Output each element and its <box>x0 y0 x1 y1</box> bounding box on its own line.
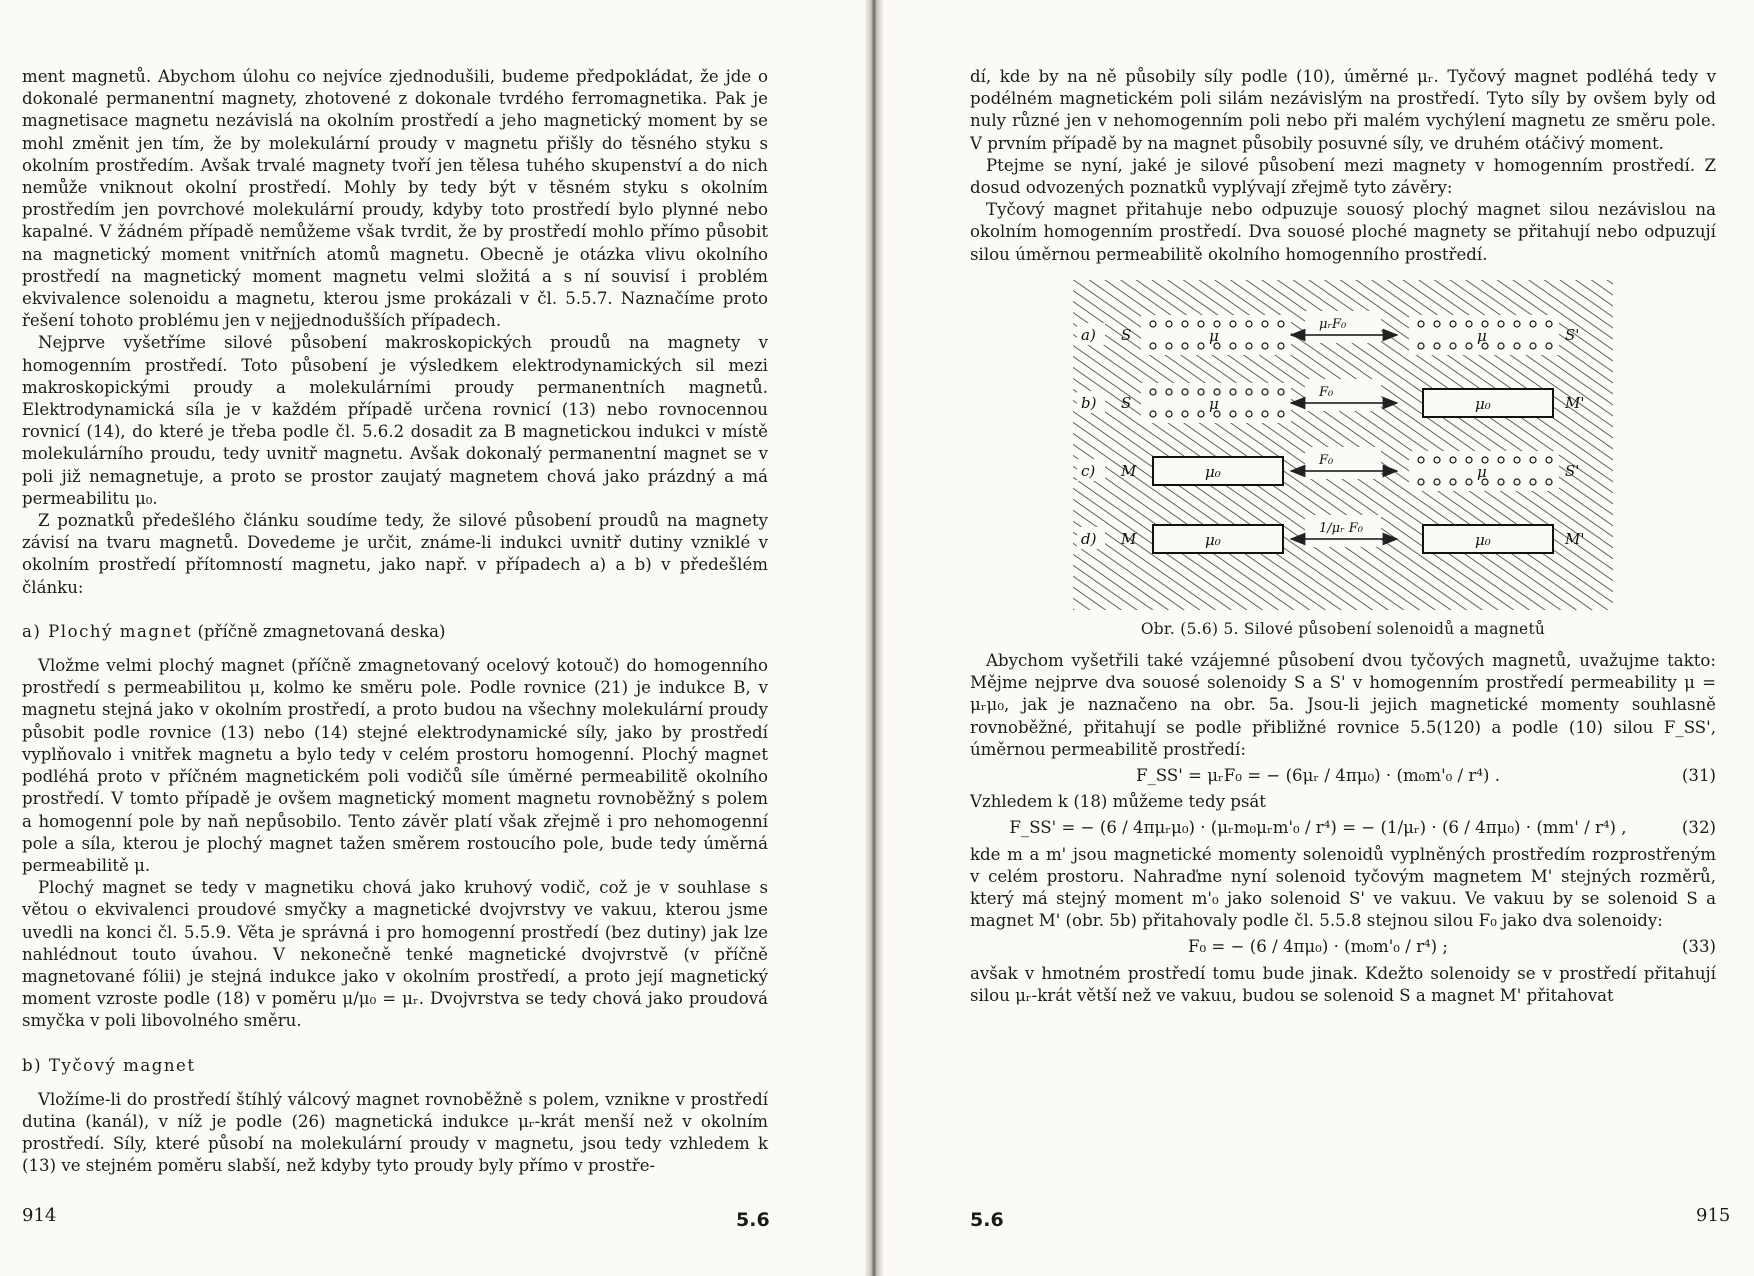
right-solenoid-turn-bottom <box>1434 343 1440 349</box>
right-solenoid-turn-bottom <box>1498 479 1504 485</box>
left-solenoid-turn-top <box>1198 321 1204 327</box>
right-solenoid-turn-bottom <box>1498 343 1504 349</box>
right-solenoid-turn-bottom <box>1546 343 1552 349</box>
right-solenoid-turn-bottom <box>1466 343 1472 349</box>
right-solenoid-turn-bottom <box>1546 479 1552 485</box>
left-solenoid-turn-bottom <box>1182 343 1188 349</box>
equation-body: F_SS' = − (6 / 4πμᵣμ₀) · (μᵣm₀μᵣm'₀ / r⁴) = − (1/μᵣ) · (6 / 4πμ₀) · (mm' / r⁴) , <box>1009 818 1627 838</box>
force-label: 1/μᵣ F₀ <box>1319 520 1363 536</box>
paragraph: Tyčový magnet přitahuje nebo odpuzuje souosý plochý magnet silou nezávislou na okolním homogenním prostředí. Dva souosé ploché magnety se přitahují nebo odpuzují silou úměrnou permeabilitě okolního homogenního prostředí. <box>970 200 1716 264</box>
left-solenoid-turn-top <box>1182 389 1188 395</box>
right-magnet-permeability: μ₀ <box>1475 530 1491 549</box>
heading-note: (příčně zmagnetovaná deska) <box>197 621 446 641</box>
equation-32 <box>970 817 1716 839</box>
right-solenoid-turn-top <box>1514 321 1520 327</box>
right-solenoid-turn-bottom <box>1514 479 1520 485</box>
equation-number: (31) <box>1681 766 1716 786</box>
right-solenoid-turn-top <box>1530 457 1536 463</box>
heading-label: b) Tyčový magnet <box>22 1055 196 1075</box>
left-solenoid-turn-top <box>1278 389 1284 395</box>
left-solenoid-turn-bottom <box>1230 343 1236 349</box>
paragraph: ment magnetů. Abychom úlohu co nejvíce zjednodušili, budeme předpokládat, že jde o dokonalé permanentní magnety, zhotovené z dokonale tvrdého ferromagnetika. Pak je magnetisace magnetu nezávislá na okolním prostředí a jeho magnetický moment by se mohl změnit jen tím, že by molekulární proudy v magnetu přišly do těsného styku s okolním prostředím. Avšak trvalé magnety tvoří jen tělesa tuhého skupenství a do nich nemůže vniknout okolní prostředí. Mohly by tedy být v těsném styku s okolním prostředím jen povrchové molekulární proudy, kdyby toto prostředí bylo plynné nebo kapalné. V žádném případě nemůžeme však tvrdit, že by prostředí mohlo přímo působit na magnetický moment vnitřních atomů magnetu. Obecně je otázka vlivu okolního prostředí na magnetický moment magnetu velmi složitá a s ní souvisí i problém ekvivalence solenoidu a magnetu, kterou jsme prokázali v čl. 5.5.7. Naznačíme proto řešení tohoto problému jen v nejjednodušších případech. <box>22 67 768 331</box>
right-solenoid-turn-bottom <box>1434 479 1440 485</box>
figure-drawing <box>1073 280 1613 610</box>
right-solenoid-turn-top <box>1450 457 1456 463</box>
right-element-label: M' <box>1565 393 1585 412</box>
right-solenoid-turn-top <box>1530 321 1536 327</box>
equation-33 <box>970 936 1716 958</box>
right-solenoid-turn-bottom <box>1466 479 1472 485</box>
row-label: a) <box>1081 325 1096 344</box>
equation-body: F₀ = − (6 / 4πμ₀) · (m₀m'₀ / r⁴) ; <box>1187 937 1449 957</box>
left-solenoid-turn-bottom <box>1166 411 1172 417</box>
force-label: μᵣF₀ <box>1319 316 1347 332</box>
left-solenoid-turn-bottom <box>1198 343 1204 349</box>
left-solenoid-turn-top <box>1230 389 1236 395</box>
right-text-column <box>970 66 1716 1007</box>
right-solenoid-turn-top <box>1514 457 1520 463</box>
left-element-label: S <box>1121 393 1132 412</box>
row-label: c) <box>1081 461 1096 480</box>
force-label: F₀ <box>1319 452 1334 468</box>
paragraph: avšak v hmotném prostředí tomu bude jinak. Kdežto solenoidy se v prostředí přitahují silou μᵣ-krát větší než ve vakuu, budou se solenoid S a magnet M' přitahovat <box>970 963 1716 1005</box>
right-element-label: S' <box>1565 325 1580 344</box>
paragraph: Plochý magnet se tedy v magnetiku chová jako kruhový vodič, což je v souhlase s větou o ekvivalenci proudové smyčky a magnetické dvojvrstvy ve vakuu, kterou jsme uvedli na konci čl. 5.5.9. Věta je správná i pro homogenní prostředí (bez dutiny) jak lze nahlédnout touto úvahou. V nekonečně tenké magnetické dvojvrstvě (v příčně magnetované fólii) je stejná indukce jako v okolním prostředí, a proto její magnetický moment vzroste podle (18) v poměru μ/μ₀ = μᵣ. Dvojvrstva se tedy chová jako proudová smyčka v poli libovolného směru. <box>22 878 768 1031</box>
right-solenoid-turn-bottom <box>1530 343 1536 349</box>
left-solenoid-turn-top <box>1246 321 1252 327</box>
left-solenoid-permeability: μ <box>1209 326 1219 345</box>
paragraph: Vložíme-li do prostředí štíhlý válcový magnet rovnoběžně s polem, vznikne v prostředí dutina (kanál), v níž je podle (26) magnetická indukce μᵣ-krát menší než v okolním prostředí. Síly, které působí na molekulární proudy v magnetu, jsou tedy vzhledem k (13) ve stejném poměru slabší, než kdyby tyto proudy byly přímo v prostře- <box>22 1089 768 1176</box>
equation-body: F_SS' = μᵣF₀ = − (6μᵣ / 4πμ₀) · (m₀m'₀ / r⁴) . <box>1135 766 1501 786</box>
left-solenoid-turn-bottom <box>1230 411 1236 417</box>
left-solenoid-turn-top <box>1150 389 1156 395</box>
left-solenoid-turn-bottom <box>1278 343 1284 349</box>
left-solenoid-turn-bottom <box>1150 343 1156 349</box>
right-solenoid-turn-top <box>1418 321 1424 327</box>
section-number-right: 5.6 <box>970 1209 1004 1231</box>
section-number-left: 5.6 <box>736 1209 770 1231</box>
left-solenoid-turn-top <box>1166 389 1172 395</box>
equation-number: (32) <box>1681 818 1716 838</box>
right-solenoid-turn-bottom <box>1450 343 1456 349</box>
left-solenoid-turn-bottom <box>1246 411 1252 417</box>
right-solenoid-turn-top <box>1434 321 1440 327</box>
left-element-label: M <box>1121 461 1137 480</box>
right-solenoid-turn-bottom <box>1514 343 1520 349</box>
right-magnet-permeability: μ₀ <box>1475 394 1491 413</box>
left-solenoid-turn-top <box>1150 321 1156 327</box>
right-solenoid-turn-bottom <box>1418 343 1424 349</box>
right-solenoid-turn-bottom <box>1530 479 1536 485</box>
right-solenoid-turn-top <box>1434 457 1440 463</box>
right-solenoid-permeability: μ <box>1477 462 1487 481</box>
paragraph: Abychom vyšetřili také vzájemné působení dvou tyčových magnetů, uvažujme takto: Mějme nejprve dva souosé solenoidy S a S' v homogenním prostředí permeability μ = μᵣμ₀, jak je naznačeno na obr. 5a. Jsou-li jejich magnetické momenty souhlasně rovnoběžné, přitahují se podle přibližné rovnice 5.5(120) a podle (10) silou F_SS', úměrnou permeabilitě prostředí: <box>970 651 1716 759</box>
paragraph: Ptejme se nyní, jaké je silové působení mezi magnety v homogenním prostředí. Z dosud odvozených poznatků vyplývají zřejmě tyto závěry: <box>970 155 1716 198</box>
left-solenoid-turn-top <box>1246 389 1252 395</box>
paragraph: dí, kde by na ně působily síly podle (10), úměrné μᵣ. Tyčový magnet podléhá tedy v podélném magnetickém poli silám nezávislým na prostředí. Tyto síly by ovšem byly od nuly různé jen v nehomogenním poli nebo při malém vychýlení magnetu ze směru pole. V prvním případě by na magnet působily posuvné síly, ve druhém otáčivý moment. <box>970 67 1716 153</box>
paragraph: Vzhledem k (18) můžeme tedy psát <box>970 792 1266 812</box>
section-heading-b <box>22 1055 768 1077</box>
paragraph: Nejprve vyšetříme silové působení makroskopických proudů na magnety v homogenním prostředí. Toto působení je výsledkem elektrodynamických sil mezi makroskopickými proudy a molekulárními proudy permanentních magnetů. Elektrodynamická síla je v každém případě určena rovnicí (13) nebo rovnocennou rovnicí (14), do které je třeba podle čl. 5.6.2 dosadit za B magnetickou indukci v místě molekulárního proudu, tedy uvnitř magnetu. Avšak dokonalý permanentní magnet se v poli již nemagnetuje, a proto se prostor zaujatý magnetem chová jako prázdný a má permeabilitu μ₀. <box>22 333 768 508</box>
left-element-label: S <box>1121 325 1132 344</box>
right-solenoid-turn-top <box>1546 321 1552 327</box>
heading-label: a) Plochý magnet <box>22 621 193 641</box>
section-heading-a <box>22 621 768 643</box>
left-solenoid-turn-bottom <box>1278 411 1284 417</box>
left-solenoid-turn-bottom <box>1262 343 1268 349</box>
book-gutter <box>864 0 884 1276</box>
right-solenoid-turn-top <box>1466 457 1472 463</box>
right-solenoid-turn-top <box>1546 457 1552 463</box>
force-label: F₀ <box>1319 384 1334 400</box>
row-label: b) <box>1081 393 1097 412</box>
left-solenoid-turn-bottom <box>1150 411 1156 417</box>
force-label-bg <box>1305 447 1381 479</box>
left-solenoid-turn-bottom <box>1182 411 1188 417</box>
row-label: d) <box>1081 529 1097 548</box>
right-solenoid-turn-top <box>1498 321 1504 327</box>
left-solenoid-turn-top <box>1182 321 1188 327</box>
left-solenoid-turn-bottom <box>1262 411 1268 417</box>
right-solenoid-turn-top <box>1418 457 1424 463</box>
paragraph: kde m a m' jsou magnetické momenty solenoidů vyplněných prostředím rozprostřeným v celém prostoru. Nahraďme nyní solenoid tyčovým magnetem M' stejných rozměrů, který má stejný moment m'₀ jako solenoid S' ve vakuu. Ve vakuu by se solenoid S a magnet M' (obr. 5b) přitahovaly podle čl. 5.5.8 stejnou silou F₀ jako dva solenoidy: <box>970 844 1716 931</box>
right-solenoid-turn-top <box>1450 321 1456 327</box>
left-solenoid-turn-top <box>1198 389 1204 395</box>
left-magnet-permeability: μ₀ <box>1205 462 1221 481</box>
right-solenoid-turn-bottom <box>1450 479 1456 485</box>
left-solenoid-turn-top <box>1278 321 1284 327</box>
force-label-bg <box>1305 379 1381 411</box>
right-solenoid-turn-top <box>1498 457 1504 463</box>
right-solenoid-turn-top <box>1466 321 1472 327</box>
right-element-label: S' <box>1565 461 1580 480</box>
left-solenoid-turn-top <box>1262 321 1268 327</box>
left-solenoid-turn-bottom <box>1246 343 1252 349</box>
equation-number: (33) <box>1681 937 1716 957</box>
left-solenoid-turn-top <box>1262 389 1268 395</box>
left-magnet-permeability: μ₀ <box>1205 530 1221 549</box>
paragraph: Z poznatků předešlého článku soudíme tedy, že silové působení proudů na magnety závisí na tvaru magnetů. Dovedeme je určit, známe-li indukci uvnitř dutiny vzniklé v okolním prostředí přítomností magnetu, jako např. v případech a) a b) v předešlém článku: <box>22 511 768 597</box>
right-element-label: M' <box>1565 529 1585 548</box>
left-text-column <box>22 66 768 1178</box>
left-solenoid-turn-bottom <box>1166 343 1172 349</box>
left-solenoid-turn-bottom <box>1198 411 1204 417</box>
equation-31 <box>970 765 1716 787</box>
left-solenoid-turn-top <box>1166 321 1172 327</box>
right-solenoid-permeability: μ <box>1477 326 1487 345</box>
figure <box>970 280 1716 640</box>
left-solenoid-turn-top <box>1230 321 1236 327</box>
left-element-label: M <box>1121 529 1137 548</box>
left-solenoid-permeability: μ <box>1209 394 1219 413</box>
paragraph: Vložme velmi plochý magnet (příčně zmagnetovaný ocelový kotouč) do homogenního prostředí s permeabilitou μ, kolmo ke směru pole. Podle rovnice (21) je indukce B, v magnetu stejná jako v okolním prostředí, a proto budou na všechny molekulární proudy působit podle rovnice (13) nebo (14) stejné elektrodynamické síly, jako by prostředí vyplňovalo i vnitřek magnetu a bylo tedy v celém prostoru homogenní. Plochý magnet podléhá proto v příčném magnetickém poli vodičů síle úměrné permeabilitě okolního prostředí. V tomto případě je ovšem magnetický moment magnetu rovnoběžný s polem a homogenní pole by naň nepůsobilo. Tento závěr platí však zřejmě i pro nehomogenní pole a síla, kterou je plochý magnet tažen směrem rostoucího pole, bude tedy úměrná permeabilitě μ. <box>22 656 768 875</box>
page-number-left: 914 <box>22 1205 57 1226</box>
figure-caption: Obr. (5.6) 5. Silové působení solenoidů a magnetů <box>1140 619 1546 638</box>
page-number-right: 915 <box>1696 1205 1731 1226</box>
right-solenoid-turn-bottom <box>1418 479 1424 485</box>
